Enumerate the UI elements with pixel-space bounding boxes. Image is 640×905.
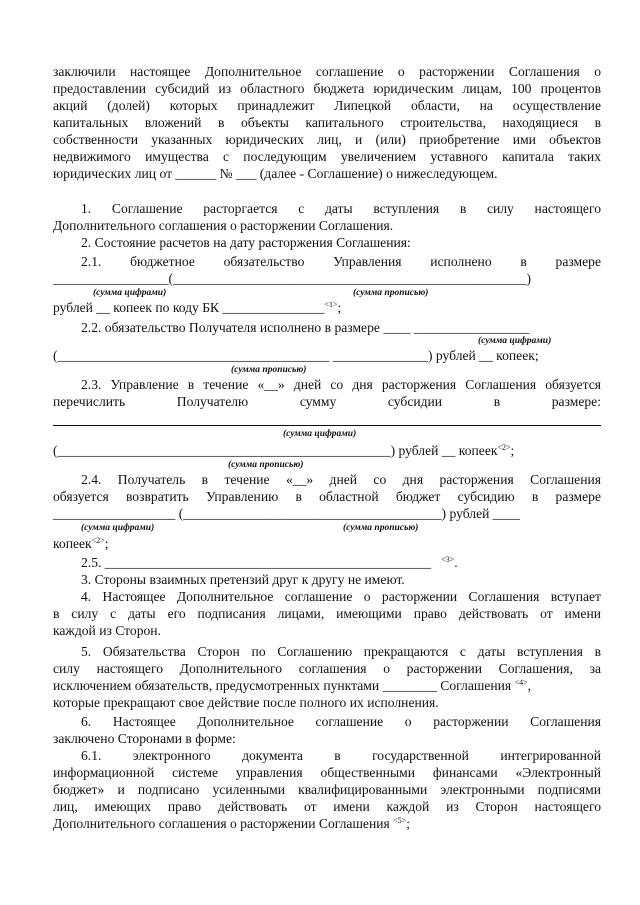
caption-sum-digits-2-2: (сумма цифрами) xyxy=(478,336,552,346)
clause-6-1-line-1: 6.1. электронного документа в государственной интегрированной xyxy=(81,748,601,763)
clause-2-4-line-1: 2.4. Получатель в течение «__» дней со дня расторжения Соглашения xyxy=(81,472,601,487)
caption-sum-words-2-1: (сумма прописью) xyxy=(353,288,429,298)
clause-6-1-line-4: лиц, имеющих право действовать от имени каждой из Сторон настоящего xyxy=(53,799,601,814)
footnote-ref-2b: <2> xyxy=(91,536,105,545)
sum-digits-line-2-3 xyxy=(53,425,601,426)
clause-5-line-4: которые прекращают свое действие после полного их исполнения. xyxy=(53,695,439,710)
clause-2-2-line-1: 2.2. обязательство Получателя исполнено в размере ____ _________________ xyxy=(81,320,530,335)
clause-2-4-line-4-end: ; xyxy=(104,536,109,551)
clause-5-line-3-end: , xyxy=(527,678,531,693)
clause-5-line-3 xyxy=(53,677,601,694)
clause-2-3-line-3-end: ; xyxy=(510,443,515,458)
footnote-ref-1: <1> xyxy=(324,300,338,309)
clause-2-1-line-1: 2.1. бюджетное обязательство Управления исполнено в размере xyxy=(81,254,601,269)
clause-2-5-end: . xyxy=(454,555,458,570)
clause-6-1-line-5-text: Дополнительного соглашения о расторжении Соглашения xyxy=(53,816,390,831)
intro-line-5: собственности указанных юридических лиц, и (или) приобретение ими объектов xyxy=(53,132,601,147)
clause-1-line-2: Дополнительного соглашения о расторжении Соглашения. xyxy=(53,218,394,233)
clause-6-1-line-5 xyxy=(53,815,601,832)
clause-2-1-line-3-text: рублей __ копеек по коду БК _______________ xyxy=(53,300,325,315)
clause-4-line-3: каждой из Сторон. xyxy=(53,623,161,638)
clause-2-5-line-1 xyxy=(81,554,629,571)
clause-5-line-3-text: исключением обязательств, предусмотренных пунктами ________ Соглашения xyxy=(53,678,512,693)
clause-2-3-line-3-text: (_________________________________________________) рублей __ копеек xyxy=(53,443,498,458)
caption-sum-words-2-4: (сумма прописью) xyxy=(343,523,419,533)
clause-6-line-1: 6. Настоящее Дополнительное соглашение о расторжении Соглашения xyxy=(81,714,601,729)
clause-2-4-line-2: обязуется возвратить Управлению в областной бюджет субсидию в размере xyxy=(53,489,601,504)
clause-4-line-1: 4. Настоящее Дополнительное соглашение о расторжении Соглашения вступает xyxy=(81,589,601,604)
clause-2-3-line-1: 2.3. Управление в течение «__» дней со дня расторжения Соглашения обязуется xyxy=(81,377,601,392)
intro-line-1: заключили настоящее Дополнительное соглашение о расторжении Соглашения о xyxy=(53,64,601,79)
clause-4-line-2: в силу с даты его подписания лицами, имеющими право действовать от имени xyxy=(53,606,601,621)
intro-line-2: предоставлении субсидий из областного бюджета юридическим лицам, 100 процентов xyxy=(53,81,601,96)
caption-sum-digits-2-3: (сумма цифрами) xyxy=(283,429,357,439)
clause-6-line-2: заключено Сторонами в форме: xyxy=(53,731,236,746)
footnote-ref-5: <5> xyxy=(393,816,407,825)
clause-2-4-line-4 xyxy=(53,535,601,552)
clause-2-heading: 2. Состояние расчетов на дату расторжения Соглашения: xyxy=(81,235,411,250)
caption-sum-digits-2-4: (сумма цифрами) xyxy=(81,523,155,533)
footnote-ref-4: <4> xyxy=(514,678,528,687)
intro-line-7: юридических лиц от ______ № ___ (далее - Соглашение) о нижеследующем. xyxy=(53,166,498,181)
intro-line-4: капитальных вложений в объекты капитального строительства, находящиеся в xyxy=(53,115,601,130)
clause-2-1-line-3-end: ; xyxy=(337,300,342,315)
clause-5-line-1: 5. Обязательства Сторон по Соглашению прекращаются с даты вступления в xyxy=(81,644,601,659)
clause-2-3-line-3 xyxy=(53,442,601,459)
caption-sum-words-2-2: (сумма прописью) xyxy=(231,365,307,375)
clause-2-1-line-2: _________________(____________________________________________________) xyxy=(53,271,532,286)
clause-2-4-line-3: __________________ (______________________________________) рублей ____ xyxy=(53,506,520,521)
caption-sum-words-2-3: (сумма прописью) xyxy=(228,460,304,470)
clause-2-2-line-2: (________________________________________ ______________) рублей __ копеек; xyxy=(53,348,539,363)
clause-6-1-line-3: бюджет» и подписано усиленными квалифицированными электронными подписями xyxy=(53,782,601,797)
clause-3-line-1: 3. Стороны взаимных претензий друг к другу не имеют. xyxy=(81,572,405,587)
clause-2-1-line-3 xyxy=(53,299,601,316)
clause-6-1-line-5-end: ; xyxy=(406,816,410,831)
clause-2-4-line-4-text: копеек xyxy=(53,536,92,551)
clause-2-5-text: 2.5. ________________________________________________ xyxy=(81,555,432,570)
clause-5-line-2: силу настоящего Дополнительного соглашения о расторжении Соглашения, за xyxy=(53,661,601,676)
clause-6-1-line-2: информационной системе управления общественными финансами «Электронный xyxy=(53,765,601,780)
clause-2-3-line-2: перечислить Получателю сумму субсидии в размере: xyxy=(53,394,601,409)
intro-line-3: акций (долей) которых принадлежит Липецкой области, на осуществление xyxy=(53,98,601,113)
footnote-ref-3: <3> xyxy=(441,555,455,564)
footnote-ref-2: <2> xyxy=(497,443,511,452)
intro-line-6: недвижимого имущества с последующим увеличением уставного капитала таких xyxy=(53,149,601,164)
caption-sum-digits-2-1: (сумма цифрами) xyxy=(93,288,167,298)
clause-1-line-1: 1. Соглашение расторгается с даты вступления в силу настоящего xyxy=(81,201,601,216)
